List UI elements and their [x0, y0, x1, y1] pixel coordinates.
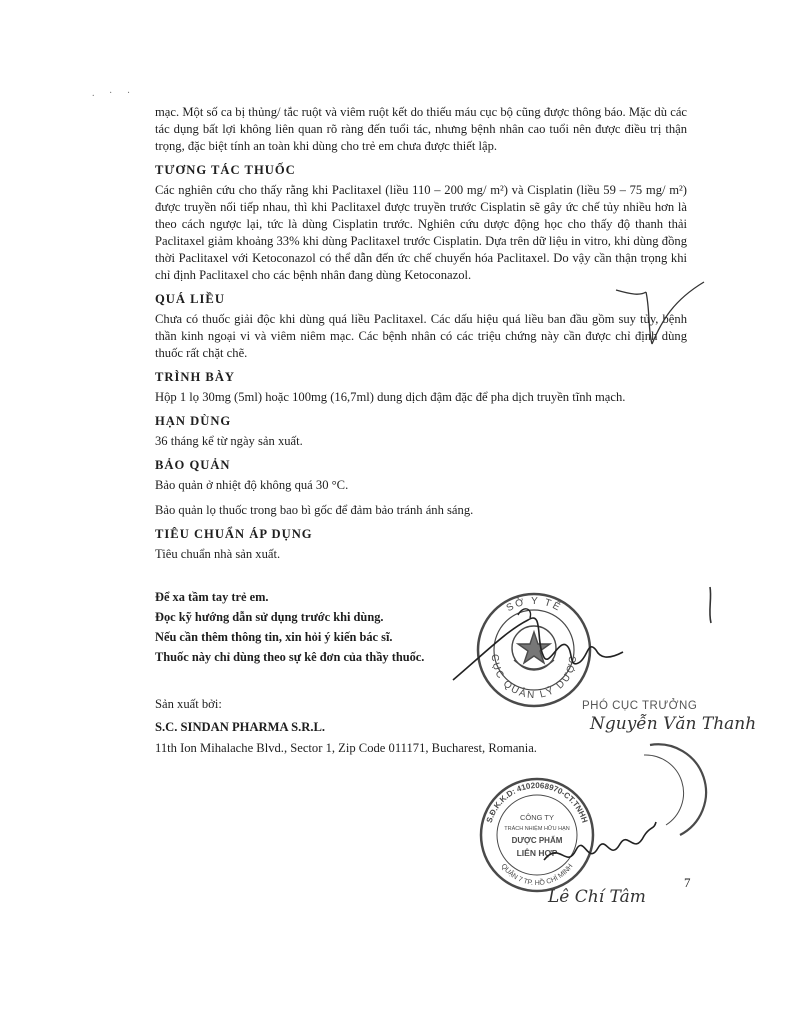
shelf-life-text: 36 tháng kể từ ngày sản xuất.	[155, 434, 303, 448]
heading-overdose: QUÁ LIỀU	[155, 292, 225, 306]
storage-text: Bảo quản ở nhiệt độ không quá 30 °C.	[155, 478, 349, 492]
company-stamp-ring-bottom-text: QUẬN 7 TP. HỒ CHÍ MINH	[499, 862, 575, 888]
heading-drug-interactions: TƯƠNG TÁC THUỐC	[155, 163, 296, 177]
warning-line: Nếu cần thêm thông tin, xin hỏi ý kiến bác sĩ.	[155, 630, 393, 644]
warning-line: Thuốc này chỉ dùng theo sự kê đơn của thầy thuốc.	[155, 650, 425, 664]
manufacturer-name: S.C. SINDAN PHARMA S.R.L.	[155, 720, 326, 734]
overdose-text: Chưa có thuốc giải độc khi dùng quá liều Paclitaxel. Các dấu hiệu quá liều ban đầu gồm suy tủy, bệnh thần kinh ngoại vi và viêm niêm mạc. Các bệnh nhân có các triệu chứng này cần được chỉ định dùng thuốc rất chặt chẽ.	[155, 312, 687, 360]
director-signer-name: Lê Chí Tâm	[548, 887, 646, 907]
standard-text: Tiêu chuẩn nhà sản xuất.	[155, 547, 281, 561]
stamp-partial-right	[640, 740, 710, 840]
storage-text-2: Bảo quản lọ thuốc trong bao bì gốc để đảm bảo tránh ánh sáng.	[155, 503, 474, 517]
deputy-title: PHÓ CỤC TRƯỞNG	[582, 700, 698, 712]
company-stamp-ring-text: S.Đ.K.K.D: 4102068970-CT.TNHH	[484, 780, 590, 824]
stamp-ring-top-text: SỞ Y TẾ	[504, 595, 564, 615]
warning-line: Để xa tầm tay trẻ em.	[155, 590, 269, 604]
heading-storage: BẢO QUẢN	[155, 458, 231, 472]
drug-interactions-text: Các nghiên cứu cho thấy rằng khi Paclitaxel (liều 110 – 200 mg/ m²) và Cisplatin (liều 59 – 75 mg/ m²) được truyền nối tiếp nhau, thì khi Paclitaxel được truyền trước Cisplatin sẽ gây ức chế tủy nhiều hơn là theo cách ngược lại, tức là dùng Cisplatin trước. Nghiên cứu dược động học cho thấy độ thanh thải Paclitaxel giảm khoảng 33% khi dùng Paclitaxel trước Cisplatin. Dựa trên dữ liệu in vitro, khi dùng đồng thời Paclitaxel với Ketoconazol có thể dẫn đến ức chế chuyển hóa Paclitaxel. Do vậy cần thận trọng khi chỉ định Paclitaxel cho các bệnh nhân đang dùng Ketoconazol.	[155, 183, 687, 282]
warning-line: Đọc kỹ hướng dẫn sử dụng trước khi dùng.	[155, 610, 384, 624]
margin-tick-mark	[704, 585, 716, 625]
company-stamp-line: LIÊN HỢP	[516, 848, 558, 858]
manufacturer-address: 11th Ion Mihalache Blvd., Sector 1, Zip Code 011171, Bucharest, Romania.	[155, 741, 537, 755]
signature-deputy	[448, 600, 628, 690]
manufacturer-label: Sản xuất bởi:	[155, 697, 222, 711]
stamp-ring-bottom-text: CỤC QUẢN LÝ DƯỢC	[488, 653, 580, 702]
company-stamp-line: CÔNG TY	[519, 813, 555, 822]
page-number: 7	[684, 875, 691, 890]
intro-paragraph: mạc. Một số ca bị thủng/ tắc ruột và viêm ruột kết do thiếu máu cục bộ cũng được thông báo. Mặc dù các tác dụng bất lợi không liên quan rõ ràng đến tuổi tác, nhưng bệnh nhân cao tuổi nên được điều trị thận trọng, đặc biệt tính an toàn khi dùng cho trẻ em chưa được thiết lập.	[155, 105, 687, 153]
heading-shelf-life: HẠN DÙNG	[155, 414, 232, 428]
presentation-text: Hộp 1 lọ 30mg (5ml) hoặc 100mg (16,7ml) dung dịch đậm đặc để pha dịch truyền tĩnh mạch.	[155, 390, 626, 404]
company-stamp-line: TRÁCH NHIỆM HỮU HẠN	[504, 826, 570, 832]
heading-presentation: TRÌNH BÀY	[155, 370, 236, 384]
scan-artifact: . · ·	[92, 88, 137, 99]
deputy-signer-name: Nguyễn Văn Thanh	[590, 714, 757, 734]
company-stamp-line: DƯỢC PHẨM	[511, 836, 563, 845]
initials-mark	[610, 280, 710, 350]
heading-standard: TIÊU CHUẨN ÁP DỤNG	[155, 527, 313, 541]
